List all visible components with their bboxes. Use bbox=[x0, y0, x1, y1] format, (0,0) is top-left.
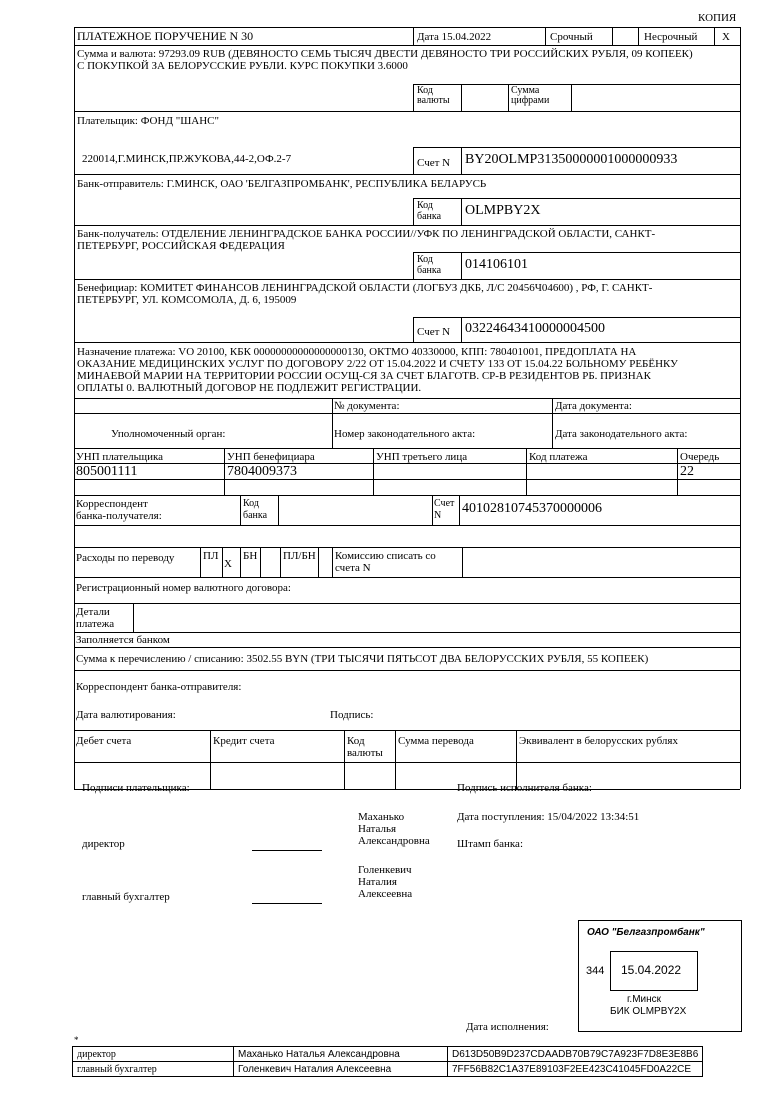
esign-name: Голенкевич Наталия Алексеевна bbox=[234, 1062, 448, 1077]
beneficiary-account-label: Счет N bbox=[417, 326, 451, 338]
beneficiary-account: 03224643410000004500 bbox=[465, 321, 605, 336]
beneficiary-line-1: Бенефициар: КОМИТЕТ ФИНАНСОВ ЛЕНИНГРАДСКОЙ ОБЛАСТИ (ЛОГБУЗ ДКБ, Л/С 20456Ч04600) , РФ, Г. САНКТ- bbox=[77, 282, 653, 294]
bank-stamp-label: Штамп банка: bbox=[457, 838, 523, 850]
copy-mark: КОПИЯ bbox=[698, 12, 737, 24]
value-date: Дата валютирования: bbox=[76, 709, 176, 721]
currency-code-label: Код валюты bbox=[417, 85, 450, 106]
ledger-transfer-sum: Сумма перевода bbox=[398, 735, 474, 747]
doc-number-label: № документа: bbox=[334, 400, 400, 412]
esign-hash: 7FF56B82C1A37E89103F2EE423C41045FD0A22CE bbox=[448, 1062, 703, 1077]
unp-payer-label: УНП плательщика bbox=[76, 451, 164, 463]
received-date: Дата поступления: 15/04/2022 13:34:51 bbox=[457, 811, 640, 823]
bank-fill-label: Заполняется банком bbox=[76, 634, 170, 646]
sender-bank: Банк-отправитель: Г.МИНСК, ОАО 'БЕЛГАЗПРОМБАНК', РЕСПУБЛИКА БЕЛАРУСЬ bbox=[77, 178, 487, 190]
esign-row bbox=[73, 1062, 703, 1077]
director-role: директор bbox=[82, 838, 125, 850]
signature-label: Подпись: bbox=[330, 709, 374, 721]
beneficiary-line-2: ПЕТЕРБУРГ, УЛ. КОМСОМОЛА, Д. 6, 195009 bbox=[77, 294, 297, 306]
payer-account-label: Счет N bbox=[417, 157, 451, 169]
stamp-bank-name: ОАО "Белгазпромбанк" bbox=[587, 927, 705, 938]
document-title: ПЛАТЕЖНОЕ ПОРУЧЕНИЕ N 30 bbox=[77, 29, 254, 43]
purpose-line-1: Назначение платежа: VO 20100, КБК 00000000000000000130, ОКТМО 40330000, КПП: 780401001, ПРЕДОПЛАТА НА bbox=[77, 346, 637, 358]
details-label: Детали платежа bbox=[76, 606, 115, 630]
authority-label: Уполномоченный орган: bbox=[111, 428, 226, 440]
unp-third-label: УНП третьего лица bbox=[376, 451, 468, 463]
esign-hash: D613D50B9D237CDAADB70B79C7A923F7D8E3E8B6 bbox=[448, 1047, 703, 1062]
stamp-city: г.Минск bbox=[627, 994, 662, 1005]
payment-code-label: Код платежа bbox=[529, 451, 588, 463]
expenses-pl: ПЛ bbox=[203, 550, 219, 562]
expenses-bn: БН bbox=[243, 550, 258, 562]
ledger-debit: Дебет счета bbox=[76, 735, 132, 747]
correspondent-code-label: Код банка bbox=[243, 498, 268, 521]
unp-beneficiary-label: УНП бенефициара bbox=[227, 451, 315, 463]
doc-date-label: Дата документа: bbox=[555, 400, 632, 412]
accountant-role: главный бухгалтер bbox=[82, 891, 170, 903]
esign-name: Маханько Наталья Александровна bbox=[234, 1047, 448, 1062]
esign-row bbox=[73, 1047, 703, 1062]
bank-stamp bbox=[578, 920, 742, 1032]
correspondent-account: 40102810745370000006 bbox=[462, 501, 602, 516]
purpose-line-4: ОПЛАТЫ 0. ВАЛЮТНЫЙ ДОГОВОР НЕ ПОДЛЕЖИТ РЕГИСТРАЦИИ. bbox=[77, 382, 422, 394]
correspondent-label: Корреспондент банка-получателя: bbox=[76, 498, 162, 522]
queue-value: 22 bbox=[680, 464, 694, 479]
accountant-name: Голенкевич Наталия Алексеевна bbox=[358, 864, 413, 900]
payer-address: 220014,Г.МИНСК,ПР.ЖУКОВА,44-2,ОФ.2-7 bbox=[82, 153, 292, 165]
correspondent-account-label: Счет N bbox=[434, 498, 455, 521]
expenses-pl-mark: X bbox=[224, 558, 232, 570]
amount-line-2: С ПОКУПКОЙ ЗА БЕЛОРУССКИЕ РУБЛИ. КУРС ПОКУПКИ 3.6000 bbox=[77, 60, 408, 72]
receiver-bank-code-label: Код банка bbox=[417, 254, 442, 276]
esign-role: главный бухгалтер bbox=[73, 1062, 234, 1077]
purpose-line-2: ОКАЗАНИЕ МЕДИЦИНСКИХ УСЛУГ ПО ДОГОВОРУ 2/22 ОТ 15.04.2022 И СЧЕТУ 133 ОТ 15.04.22 БОЛЬНОМУ РЕБЁНКУ bbox=[77, 358, 678, 370]
purpose-line-3: МИНАЕВОЙ МАРИИ НА ТЕРРИТОРИИ РОССИИ ОСУЩ-СЯ ЗА СЧЕТ БЛАГОТВ. СР-В РЕЗИДЕНТОВ РБ. ПРИЗНАК bbox=[77, 370, 651, 382]
ledger-equivalent: Эквивалент в белорусских рублях bbox=[519, 735, 678, 747]
queue-label: Очередь bbox=[680, 451, 720, 463]
asterisk: * bbox=[74, 1035, 79, 1045]
receiver-bank-line-1: Банк-получатель: ОТДЕЛЕНИЕ ЛЕНИНГРАДСКОЕ БАНКА РОССИИ//УФК ПО ЛЕНИНГРАДСКОЙ ОБЛАСТИ, САНКТ- bbox=[77, 228, 656, 240]
expenses-label: Расходы по переводу bbox=[76, 552, 175, 564]
stamp-date: 15.04.2022 bbox=[621, 963, 682, 977]
payer-signatures-label: Подписи плательщика: bbox=[82, 782, 190, 794]
director-signature-line bbox=[252, 850, 322, 851]
amount-line-1: Сумма и валюта: 97293.09 RUB (ДЕВЯНОСТО СЕМЬ ТЫСЯЧ ДВЕСТИ ДЕВЯНОСТО ТРИ РОССИЙСКИХ РУБЛЯ, 09 КОПЕЕК) bbox=[77, 48, 693, 60]
director-name: Маханько Наталья Александровна bbox=[358, 811, 430, 847]
ledger-currency: Код валюты bbox=[347, 735, 383, 759]
nonurgent-mark: X bbox=[722, 31, 730, 43]
nonurgent-label: Несрочный bbox=[644, 31, 698, 43]
sender-bank-code: OLMPBY2X bbox=[465, 203, 541, 218]
esign-table bbox=[72, 1046, 703, 1077]
sum-digits-label: Сумма цифрами bbox=[511, 85, 550, 106]
receiver-bank-code: 014106101 bbox=[465, 257, 528, 272]
bank-signature-label: Подпись исполнителя банка: bbox=[457, 782, 592, 794]
act-date-label: Дата законодательного акта: bbox=[555, 428, 688, 440]
stamp-bik: БИК OLMPBY2X bbox=[610, 1006, 687, 1017]
esign-role: директор bbox=[73, 1047, 234, 1062]
urgent-label: Срочный bbox=[550, 31, 593, 43]
unp-beneficiary: 7804009373 bbox=[227, 464, 297, 479]
transfer-sum: Сумма к перечислению / списанию: 3502.55 BYN (ТРИ ТЫСЯЧИ ПЯТЬСОТ ДВА БЕЛОРУССКИХ РУБЛЯ, 55 КОПЕЕК) bbox=[76, 653, 649, 665]
receiver-bank-line-2: ПЕТЕРБУРГ, РОССИЙСКАЯ ФЕДЕРАЦИЯ bbox=[77, 240, 285, 252]
payer-name: Плательщик: ФОНД "ШАНС" bbox=[77, 115, 220, 127]
act-number-label: Номер законодательного акта: bbox=[334, 428, 476, 440]
registration-label: Регистрационный номер валютного договора: bbox=[76, 582, 291, 594]
payer-account: BY20OLMP31350000001000000933 bbox=[465, 152, 678, 167]
execution-date-label: Дата исполнения: bbox=[466, 1021, 549, 1033]
document-date: Дата 15.04.2022 bbox=[417, 31, 492, 43]
ledger-credit: Кредит счета bbox=[213, 735, 275, 747]
stamp-number: 344 bbox=[586, 965, 605, 977]
commission-label: Комиссию списать со счета N bbox=[335, 550, 436, 574]
sender-correspondent: Корреспондент банка-отправителя: bbox=[76, 681, 242, 693]
unp-payer: 805001111 bbox=[76, 464, 138, 479]
accountant-signature-line bbox=[252, 903, 322, 904]
expenses-plbn: ПЛ/БН bbox=[283, 550, 316, 562]
sender-bank-code-label: Код банка bbox=[417, 200, 442, 222]
